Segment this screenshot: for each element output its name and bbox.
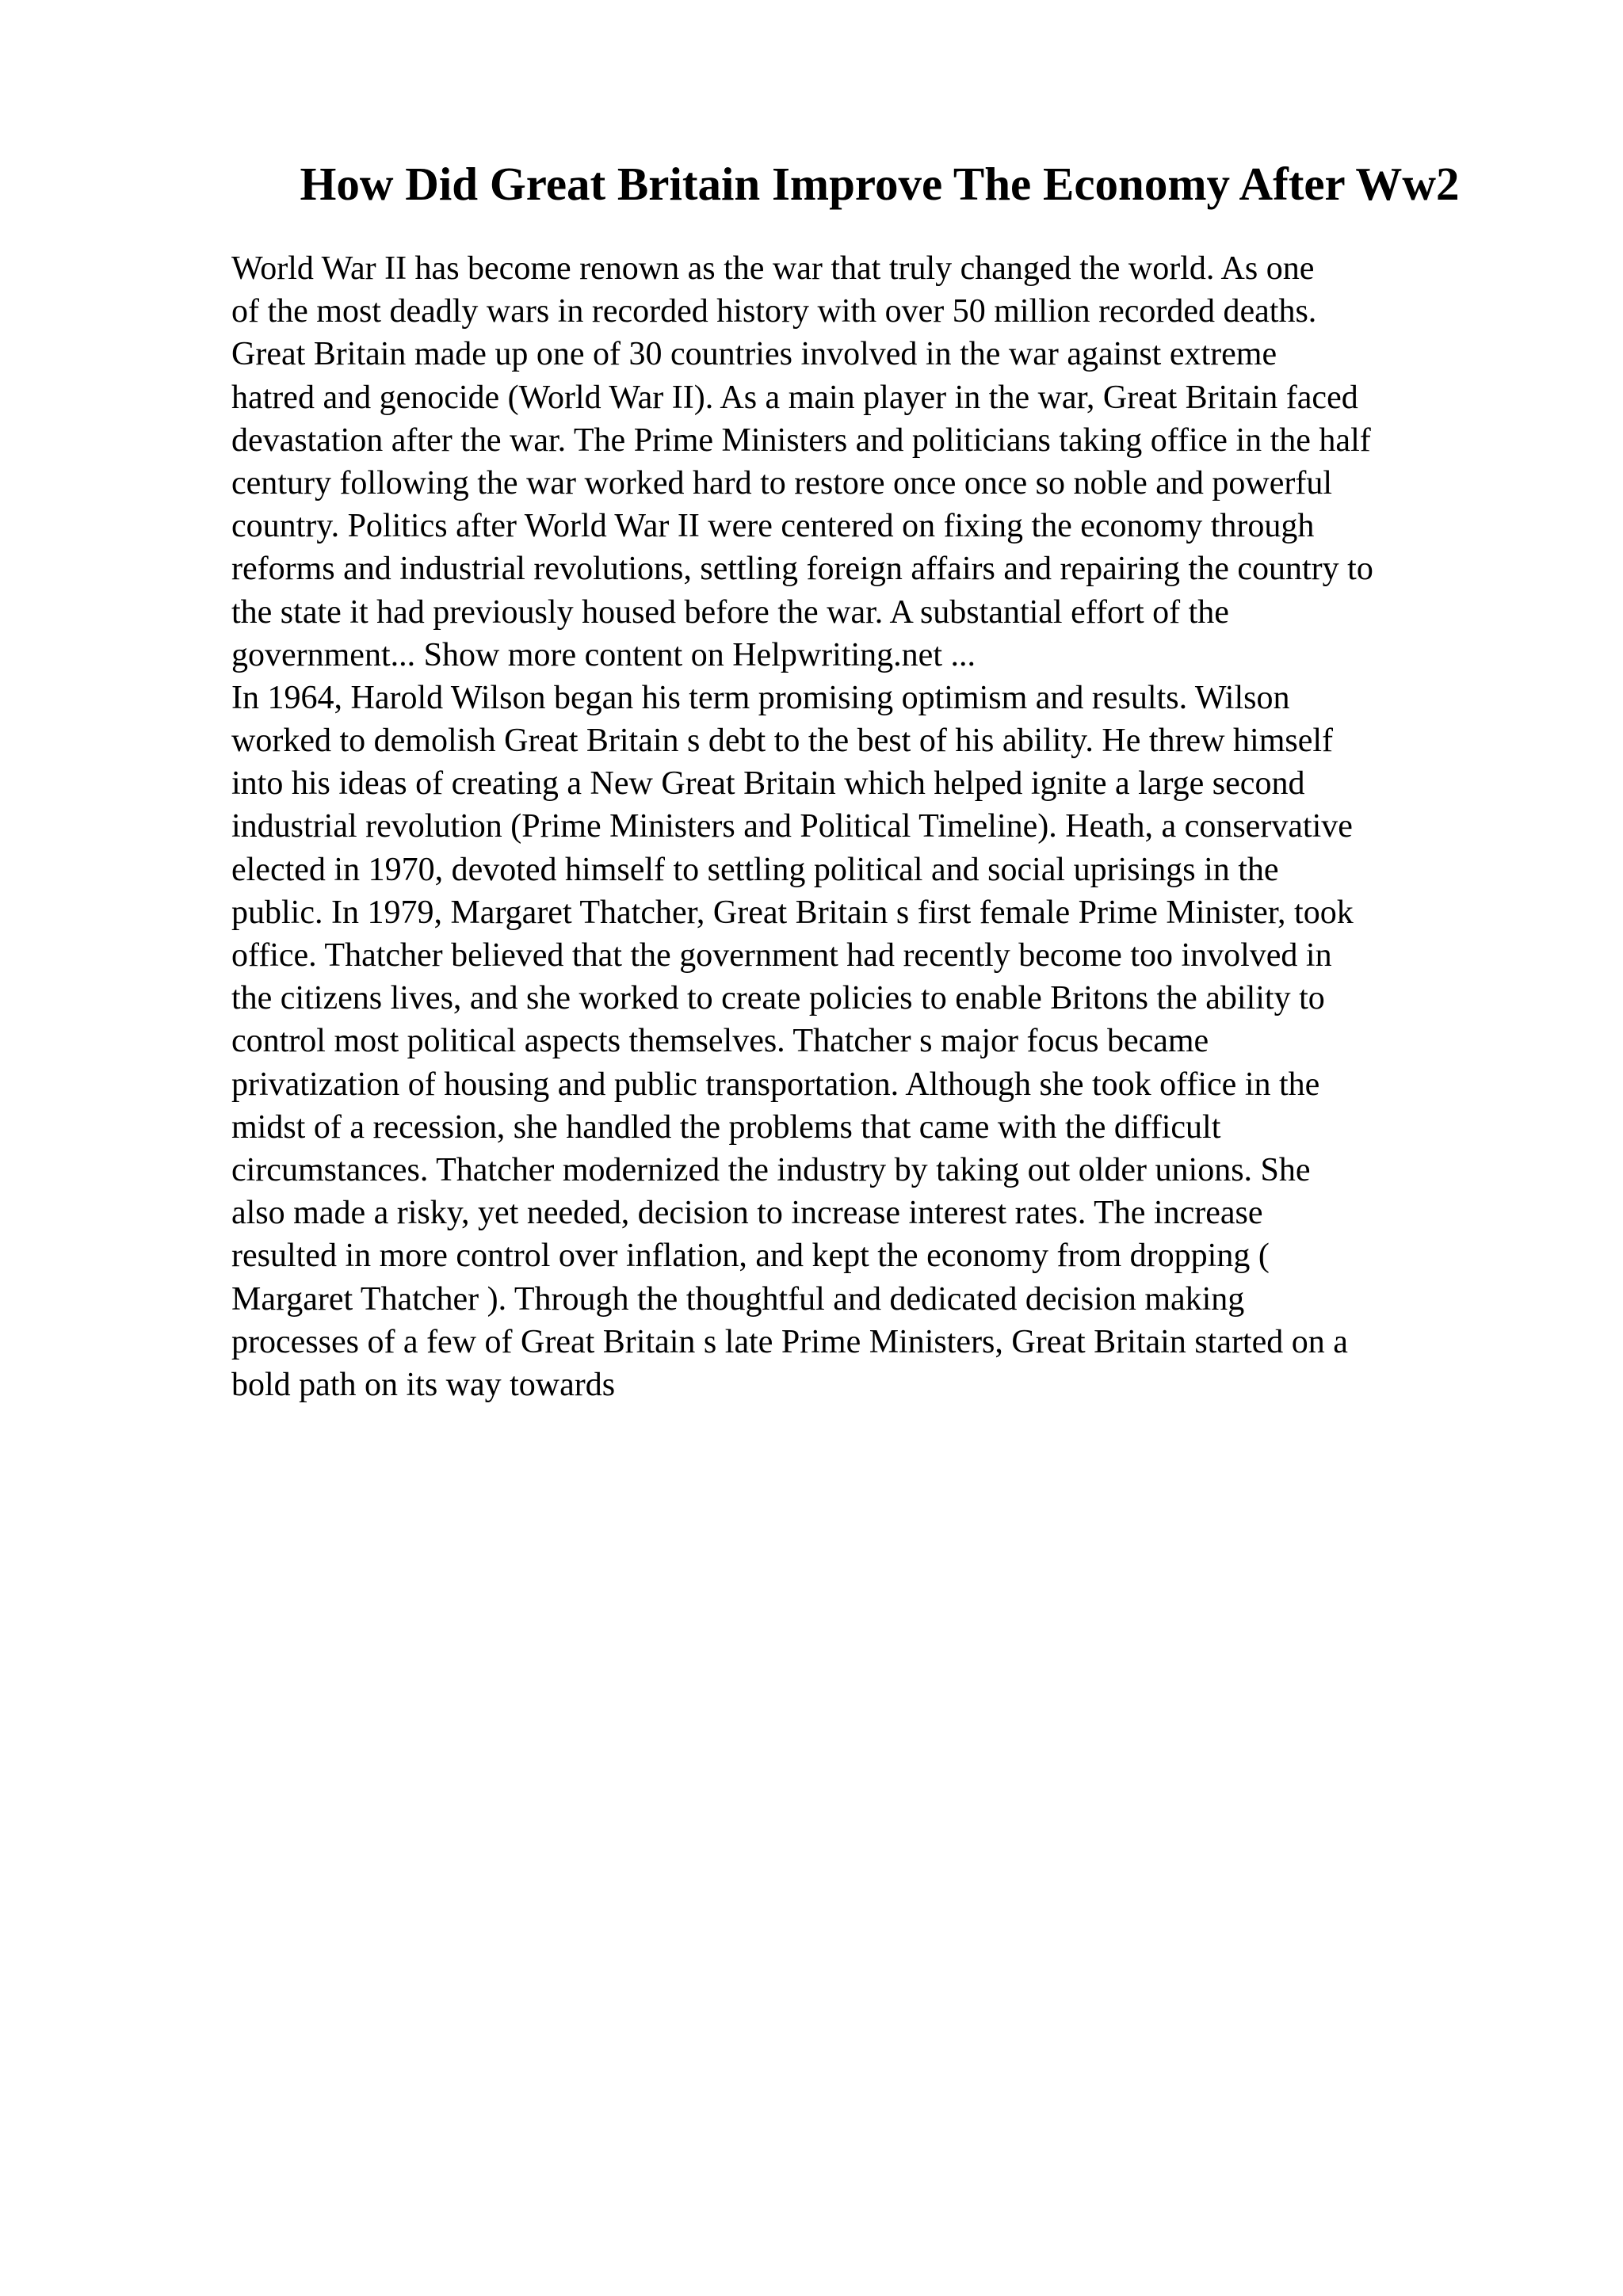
body-line: Great Britain made up one of 30 countries involved in the war against extreme: [231, 336, 1277, 373]
body-line: industrial revolution (Prime Ministers and Political Timeline). Heath, a conservative: [231, 808, 1353, 845]
body-line: century following the war worked hard to restore once once so noble and powerful: [231, 464, 1333, 502]
body-line: reforms and industrial revolutions, settling foreign affairs and repairing the country to: [231, 551, 1373, 588]
body-line: worked to demolish Great Britain s debt to the best of his ability. He threw himself: [231, 723, 1333, 760]
body-line: into his ideas of creating a New Great Britain which helped ignite a large second: [231, 765, 1305, 803]
body-line: circumstances. Thatcher modernized the industry by taking out older unions. She: [231, 1151, 1311, 1188]
body-line: bold path on its way towards: [231, 1366, 616, 1403]
body-line: processes of a few of Great Britain s late Prime Ministers, Great Britain started on a: [231, 1323, 1348, 1360]
body-line: Margaret Thatcher ). Through the thoughtful and dedicated decision making: [231, 1280, 1245, 1318]
body-line: also made a risky, yet needed, decision to increase interest rates. The increase: [231, 1195, 1263, 1232]
body-line: resulted in more control over inflation, and kept the economy from dropping (: [231, 1238, 1270, 1275]
body-line: country. Politics after World War II were centered on fixing the economy through: [231, 508, 1315, 545]
body-line: midst of a recession, she handled the problems that came with the difficult: [231, 1108, 1221, 1146]
body-line: privatization of housing and public transportation. Although she took office in the: [231, 1066, 1320, 1103]
body-line: government... Show more content on Helpwriting.net ...: [231, 636, 976, 673]
body-line: In 1964, Harold Wilson began his term promising optimism and results. Wilson: [231, 679, 1290, 716]
body-line: office. Thatcher believed that the government had recently become too involved in: [231, 937, 1332, 974]
body-line: of the most deadly wars in recorded history with over 50 million recorded deaths.: [231, 293, 1317, 330]
body-line: hatred and genocide (World War II). As a main player in the war, Great Britain faced: [231, 379, 1358, 416]
body-line: devastation after the war. The Prime Ministers and politicians taking office in the half: [231, 421, 1371, 459]
body-line: the state it had previously housed before the war. A substantial effort of the: [231, 593, 1229, 631]
body-line: control most political aspects themselves. Thatcher s major focus became: [231, 1023, 1209, 1060]
document-body: [231, 247, 1594, 1406]
body-line: the citizens lives, and she worked to create policies to enable Britons the ability to: [231, 980, 1325, 1017]
body-line: public. In 1979, Margaret Thatcher, Great Britain s first female Prime Minister, took: [231, 894, 1354, 931]
document-title: How Did Great Britain Improve The Economy After Ww2: [300, 158, 1460, 210]
body-line: elected in 1970, devoted himself to settling political and social uprisings in the: [231, 851, 1279, 888]
body-line: World War II has become renown as the war that truly changed the world. As one: [231, 250, 1315, 287]
